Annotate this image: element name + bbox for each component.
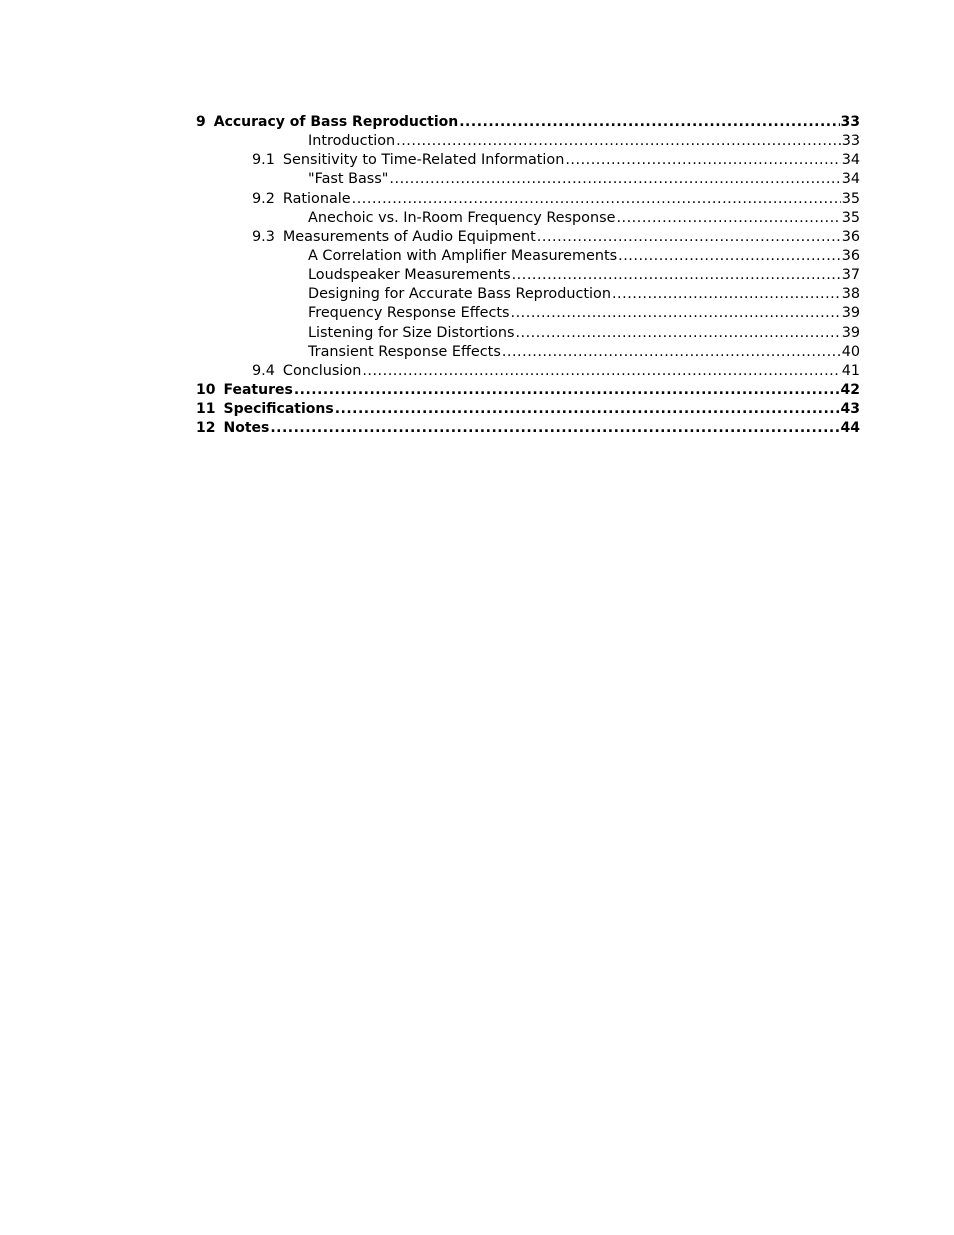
toc-entry-title: Accuracy of Bass Reproduction: [213, 114, 459, 130]
toc-entry-number: 9.3: [252, 228, 275, 245]
toc-entry-page: 39: [841, 324, 860, 341]
toc-entry[interactable]: [196, 266, 860, 285]
dot-leader: [537, 228, 841, 247]
toc-entry-title: A Correlation with Amplifier Measurements: [308, 247, 618, 264]
toc-entry-page: 43: [840, 401, 860, 418]
toc-entry[interactable]: [196, 400, 860, 419]
toc-entry[interactable]: [196, 190, 860, 209]
toc-entry-title: Specifications: [223, 401, 334, 418]
dot-leader: [362, 362, 840, 381]
toc-entry-page: 44: [840, 420, 860, 437]
toc-entry[interactable]: [196, 247, 860, 266]
dot-leader: [515, 324, 840, 343]
toc-entry[interactable]: [196, 170, 860, 189]
toc-entry-title: Listening for Size Distortions: [308, 324, 515, 341]
toc-entry-page: 34: [841, 171, 860, 188]
toc-entry-title: Anechoic vs. In-Room Frequency Response: [308, 209, 616, 226]
toc-entry[interactable]: [196, 209, 860, 228]
dot-leader: [459, 113, 839, 132]
dot-leader: [565, 151, 840, 170]
toc-entry[interactable]: [196, 419, 860, 438]
toc-entry[interactable]: [196, 343, 860, 362]
toc-entry-title: Designing for Accurate Bass Reproduction: [308, 286, 611, 303]
toc-entry-title: Transient Response Effects: [308, 343, 501, 360]
toc-entry-page: 33: [841, 133, 860, 150]
toc-entry-title: Introduction: [308, 133, 396, 150]
toc-entry[interactable]: [196, 381, 860, 400]
toc-entry-title: Loudspeaker Measurements: [308, 267, 511, 284]
toc-entry-page: 33: [840, 114, 860, 130]
toc-entry-page: 37: [841, 267, 860, 284]
toc-entry-page: 38: [841, 286, 860, 303]
toc-entry-title: Rationale: [282, 190, 351, 207]
dot-leader: [502, 343, 841, 362]
dot-leader: [396, 132, 841, 151]
dot-leader: [616, 209, 840, 228]
dot-leader: [294, 381, 840, 400]
toc-entry-number: 9.2: [252, 190, 275, 207]
toc-entry-page: 35: [841, 190, 860, 207]
toc-entry-number: 11: [196, 401, 216, 418]
toc-entry-number: 9.4: [252, 362, 275, 379]
dot-leader: [389, 170, 840, 189]
dot-leader: [335, 400, 840, 419]
toc-entry[interactable]: [196, 304, 860, 323]
toc-entry[interactable]: [196, 324, 860, 343]
toc-entry[interactable]: [196, 151, 860, 170]
toc-entry-title: "Fast Bass": [308, 171, 389, 188]
dot-leader: [270, 419, 839, 438]
toc-entry-title: Frequency Response Effects: [308, 305, 510, 322]
toc-entry[interactable]: [196, 113, 860, 132]
toc-entry-title: Notes: [223, 420, 270, 437]
toc-entry-page: 42: [840, 381, 860, 398]
toc-entry[interactable]: [196, 285, 860, 304]
toc-entry-title: Features: [223, 381, 293, 398]
toc-entry-number: 12: [196, 420, 216, 437]
dot-leader: [612, 285, 841, 304]
toc-entry-title: Conclusion: [282, 362, 362, 379]
toc-entry-title: Measurements of Audio Equipment: [282, 228, 536, 245]
toc-entry[interactable]: [196, 228, 860, 247]
toc-entry[interactable]: [196, 132, 860, 151]
dot-leader: [511, 304, 841, 323]
toc-entry-page: 35: [841, 209, 860, 226]
toc-entry-page: 40: [841, 343, 860, 360]
toc-entry-page: 34: [841, 152, 860, 169]
toc-entry-number: 9.1: [252, 152, 275, 169]
toc-entry-number: 10: [196, 381, 216, 398]
toc-entry-page: 39: [841, 305, 860, 322]
toc-entry[interactable]: [196, 362, 860, 381]
toc-entry-number: 9: [196, 114, 206, 130]
toc-entry-page: 36: [841, 228, 860, 245]
dot-leader: [352, 190, 841, 209]
toc-entry-page: 36: [841, 247, 860, 264]
dot-leader: [618, 247, 841, 266]
table-of-contents: [196, 113, 860, 438]
toc-entry-page: 41: [841, 362, 860, 379]
toc-entry-title: Sensitivity to Time-Related Information: [282, 152, 565, 169]
dot-leader: [512, 266, 841, 285]
